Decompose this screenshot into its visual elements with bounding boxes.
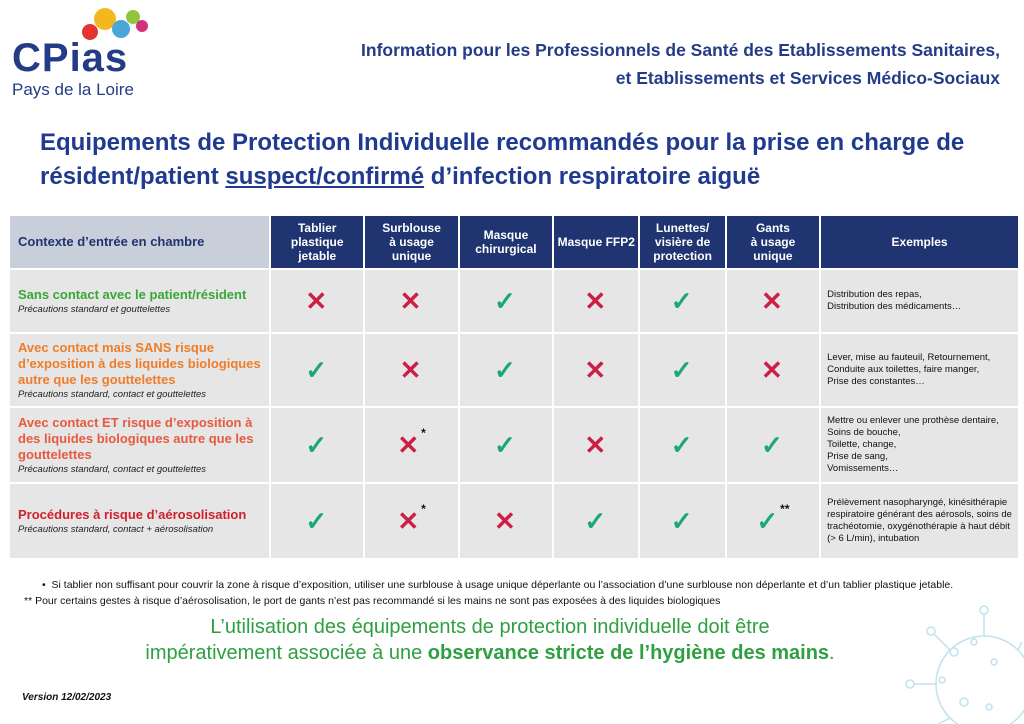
example-line: Lever, mise au fauteuil, Retournement,: [827, 352, 991, 363]
logo-region: Pays de la Loire: [12, 80, 134, 99]
cell-exemples: [821, 408, 1018, 482]
header-surblouse-l2: à usage: [389, 235, 434, 249]
footnote-2: ** Pour certains gestes à risque d’aérosolisation, le port de gants n’est pas recommandé si les mains ne sont pas exposées à des liquides biologiques: [24, 595, 721, 607]
cell-masque-chirurgical: [460, 484, 552, 558]
footnote-1-text: Si tablier non suffisant pour couvrir la zone à risque d’exposition, utiliser une surblouse à usage unique déperlante ou l’association d’une surblouse non déperlante et d’un tablier plastique jetable.: [51, 579, 954, 591]
check-icon: ✓: [756, 505, 779, 536]
virus-decoration-icon: [894, 592, 1024, 724]
bullet-icon: •: [42, 579, 46, 591]
cell-gants: [727, 408, 819, 482]
check-icon: ✓: [305, 505, 328, 536]
table-row: [10, 334, 1018, 406]
row-subtitle: Précautions standard, contact et gouttelettes: [18, 389, 207, 400]
cell-surblouse: [365, 334, 457, 406]
cross-icon: ✕: [584, 285, 607, 316]
footer-line-2-end: .: [829, 642, 835, 664]
row-subtitle: Précautions standard et gouttelettes: [18, 304, 171, 315]
header-gants-l1: Gants: [755, 221, 790, 235]
check-icon: ✓: [670, 354, 693, 385]
cross-icon: ✕: [397, 429, 420, 460]
cell-gants: [727, 334, 819, 406]
cell-gants: [727, 270, 819, 332]
header: [220, 36, 1000, 92]
footnote-1: [24, 577, 1014, 593]
table-row: [10, 408, 1018, 482]
header-surblouse: [365, 216, 457, 268]
header-masque-chirurgical: [460, 216, 552, 268]
header-exemples: Exemples: [821, 216, 1018, 268]
header-lunettes-l1: Lunettes/: [655, 221, 710, 235]
header-lunettes: [640, 216, 724, 268]
header-masque-l1: Masque: [483, 228, 529, 242]
header-tablier: [271, 216, 363, 268]
version-label: Version 12/02/2023: [22, 692, 112, 703]
row-title: Avec contact ET risque d’exposition à des liquides biologiques autre que les gouttelettes: [18, 415, 254, 462]
row-label: [10, 270, 269, 332]
check-icon: ✓: [305, 429, 328, 460]
cell-surblouse: [365, 270, 457, 332]
cross-icon: ✕: [494, 505, 516, 536]
cell-masque-chirurgical: [460, 270, 552, 332]
cross-icon: ✕: [305, 285, 328, 316]
example-line: Prise des constantes…: [827, 376, 925, 387]
header-masque-l2: chirurgical: [475, 242, 537, 256]
hand-hygiene-message: [40, 614, 940, 666]
example-line: Distribution des repas,: [827, 289, 922, 300]
cell-tablier: [271, 334, 363, 406]
page-title: [40, 126, 1000, 194]
table-row: [10, 484, 1018, 558]
example-line: Prise de sang,: [827, 451, 888, 462]
example-line: Toilette, change,: [827, 439, 897, 450]
cell-ffp2: [554, 334, 638, 406]
check-icon: ✓: [494, 354, 516, 385]
cell-star: *: [421, 501, 426, 516]
title-underlined: suspect/confirmé: [225, 163, 425, 190]
check-icon: ✓: [670, 505, 693, 536]
header-lunettes-l2: visière de: [654, 235, 711, 249]
footer-line-1: L’utilisation des équipements de protection individuelle doit être: [210, 616, 770, 638]
cell-lunettes: [640, 334, 724, 406]
cell-masque-chirurgical: [460, 408, 552, 482]
check-icon: ✓: [670, 429, 693, 460]
cross-icon: ✕: [584, 429, 607, 460]
cpias-logo: [12, 6, 162, 98]
header-ffp2: Masque FFP2: [554, 216, 638, 268]
row-label: [10, 408, 269, 482]
cell-exemples: [821, 270, 1018, 332]
row-label: [10, 334, 269, 406]
cell-tablier: [271, 484, 363, 558]
cross-icon: ✕: [761, 354, 783, 385]
header-tablier-l2: plastique: [290, 235, 344, 249]
cross-icon: ✕: [399, 354, 422, 385]
example-line: Vomissements…: [827, 463, 899, 474]
check-icon: ✓: [494, 285, 516, 316]
example-line: Mettre ou enlever une prothèse dentaire,: [827, 415, 999, 426]
table-header-row: [10, 216, 1018, 268]
header-line-2: et Etablissements et Services Médico-Sociaux: [615, 68, 1000, 88]
header-surblouse-l3: unique: [391, 249, 432, 263]
cell-ffp2: [554, 484, 638, 558]
cross-icon: ✕: [397, 505, 420, 536]
example-line: Prélèvement nasopharyngé, kinésithérapie: [827, 497, 1008, 508]
cross-icon: ✕: [399, 285, 422, 316]
cell-tablier: [271, 408, 363, 482]
cell-star: **: [780, 501, 790, 516]
cell-exemples: [821, 484, 1018, 558]
cell-gants: [727, 484, 819, 558]
header-gants: [727, 216, 819, 268]
title-part-2: d’infection respiratoire aiguë: [424, 163, 761, 190]
check-icon: ✓: [761, 429, 783, 460]
footer-line-2-plain: impérativement associée à une: [145, 642, 428, 664]
table-row: [10, 270, 1018, 332]
header-surblouse-l1: Surblouse: [382, 221, 441, 235]
header-context: Contexte d’entrée en chambre: [10, 216, 269, 268]
header-line-1: Information pour les Professionnels de Santé des Etablissements Sanitaires,: [361, 40, 1000, 60]
row-title: Avec contact mais SANS risque d’exposition à des liquides biologiques autre que les gouttelettes: [18, 340, 261, 387]
epi-table: [8, 214, 1020, 560]
cell-surblouse: [365, 484, 457, 558]
header-gants-l2: à usage: [750, 235, 796, 249]
header-gants-l3: unique: [753, 249, 793, 263]
check-icon: ✓: [670, 285, 693, 316]
check-icon: ✓: [584, 505, 607, 536]
example-line: Conduite aux toilettes, faire manger,: [827, 364, 980, 375]
check-icon: ✓: [494, 429, 516, 460]
header-tablier-l1: Tablier: [297, 221, 337, 235]
header-lunettes-l3: protection: [653, 249, 712, 263]
logo-word: CPias: [12, 36, 129, 80]
footer-line-2: [40, 640, 940, 666]
example-line: Soins de bouche,: [827, 427, 901, 438]
cell-lunettes: [640, 270, 724, 332]
cell-surblouse: [365, 408, 457, 482]
example-line: trachéotomie, oxygénothérapie à haut débit: [827, 521, 1010, 532]
row-title: Procédures à risque d’aérosolisation: [18, 507, 247, 522]
cell-ffp2: [554, 408, 638, 482]
check-icon: ✓: [305, 354, 328, 385]
row-subtitle: Précautions standard, contact et gouttelettes: [18, 464, 207, 475]
cell-exemples: [821, 334, 1018, 406]
example-line: Distribution des médicaments…: [827, 301, 962, 312]
cell-tablier: [271, 270, 363, 332]
title-part-1: Equipements de Protection Individuelle recommandés pour la prise en charge de résident/patient: [40, 129, 965, 190]
example-line: respiratoire générant des aérosols, soins de: [827, 509, 1012, 520]
cell-lunettes: [640, 484, 724, 558]
cell-ffp2: [554, 270, 638, 332]
cross-icon: ✕: [584, 354, 607, 385]
row-title: Sans contact avec le patient/résident: [18, 287, 247, 302]
example-line: (> 6 L/min), intubation: [827, 533, 920, 544]
logo-dot-pink: [136, 20, 148, 32]
footnotes: [24, 577, 1014, 609]
header-tablier-l3: jetable: [298, 249, 337, 263]
footer-line-2-bold: observance stricte de l’hygiène des mains: [427, 642, 830, 664]
cell-lunettes: [640, 408, 724, 482]
cross-icon: ✕: [761, 285, 783, 316]
row-label: [10, 484, 269, 558]
cell-masque-chirurgical: [460, 334, 552, 406]
row-subtitle: Précautions standard, contact + aérosolisation: [18, 524, 214, 535]
cell-star: *: [421, 425, 426, 440]
